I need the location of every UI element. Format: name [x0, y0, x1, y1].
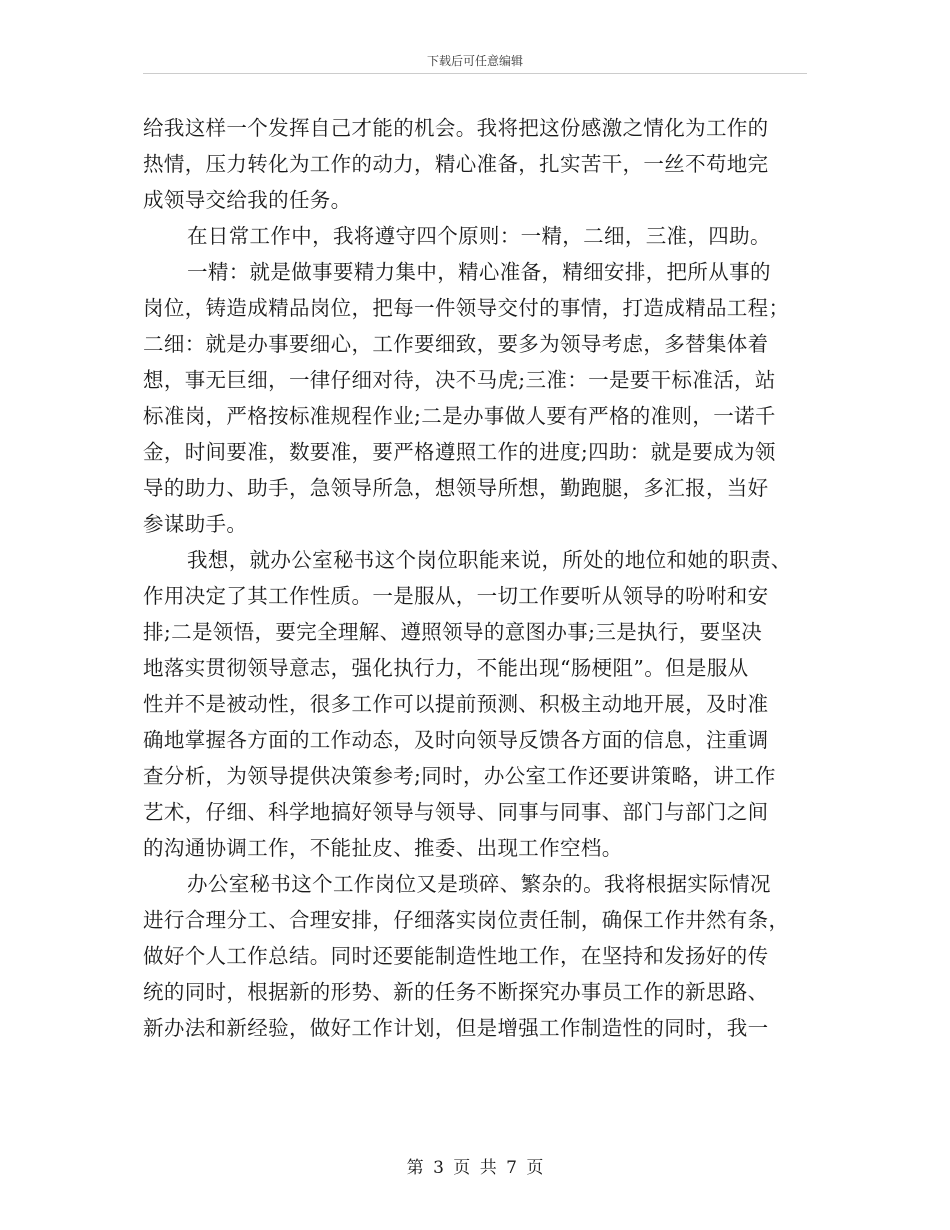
text-line: 地落实贯彻领导意志，强化执行力，不能出现“肠梗阻”。但是服从: [143, 656, 749, 680]
page-header: 下载后可任意编辑: [426, 54, 523, 68]
text-line: 办公室秘书这个工作岗位又是琐碎、繁杂的。我将根据实际情况: [187, 872, 771, 896]
document-body: [143, 110, 807, 1046]
text-line: 岗位，铸造成精品岗位，把每一件领导交付的事情，打造成精品工程；: [143, 296, 790, 320]
text-line: 艺术，仔细、科学地搞好领导与领导、同事与同事、部门与部门之间: [143, 800, 769, 824]
text-line: 二细：就是办事要细心，工作要细致，要多为领导考虑，多替集体着: [143, 332, 769, 356]
text-line: 一精：就是做事要精力集中，精心准备，精细安排，把所从事的: [187, 260, 771, 284]
page-footer: 第 3 页 共 7 页: [406, 1158, 544, 1178]
text-line: 在日常工作中，我将遵守四个原则：一精，二细，三准，四助。: [187, 224, 771, 248]
text-line: 统的同时，根据新的形势、新的任务不断探究办事员工作的新思路、: [143, 980, 769, 1004]
text-line: 我想，就办公室秘书这个岗位职能来说，所处的地位和她的职责、: [187, 548, 792, 572]
text-line: 热情，压力转化为工作的动力，精心准备，扎实苦干，一丝不苟地完: [143, 152, 769, 176]
text-line: 想，事无巨细，一律仔细对待，决不马虎;三准：一是要干标准活，站: [143, 368, 776, 392]
text-line: 进行合理分工、合理安排，仔细落实岗位责任制，确保工作井然有条，: [143, 908, 790, 932]
text-line: 的沟通协调工作，不能扯皮、推委、出现工作空档。: [143, 836, 623, 860]
text-line: 查分析，为领导提供决策参考;同时，办公室工作还要讲策略，讲工作: [143, 764, 776, 788]
text-line: 作用决定了其工作性质。一是服从，一切工作要听从领导的吩咐和安: [143, 584, 769, 608]
text-line: 新办法和新经验，做好工作计划，但是增强工作制造性的同时，我一: [143, 1016, 769, 1040]
text-line: 参谋助手。: [143, 512, 248, 536]
text-line: 成领导交给我的任务。: [143, 188, 352, 212]
text-line: 标准岗，严格按标准规程作业;二是办事做人要有严格的准则，一诺千: [143, 404, 776, 428]
header-divider: [143, 73, 807, 74]
text-line: 性并不是被动性，很多工作可以提前预测、积极主动地开展，及时准: [143, 692, 769, 716]
text-line: 做好个人工作总结。同时还要能制造性地工作，在坚持和发扬好的传: [143, 944, 769, 968]
text-line: 排;二是领悟，要完全理解、遵照领导的意图办事;三是执行，要坚决: [143, 620, 763, 644]
text-line: 导的助力、助手，急领导所急，想领导所想，勤跑腿，多汇报，当好: [143, 476, 769, 500]
text-line: 给我这样一个发挥自己才能的机会。我将把这份感激之情化为工作的: [143, 116, 769, 140]
text-line: 确地掌握各方面的工作动态，及时向领导反馈各方面的信息，注重调: [143, 728, 769, 752]
text-line: 金，时间要准，数要准，要严格遵照工作的进度;四助：就是要成为领: [143, 440, 776, 464]
